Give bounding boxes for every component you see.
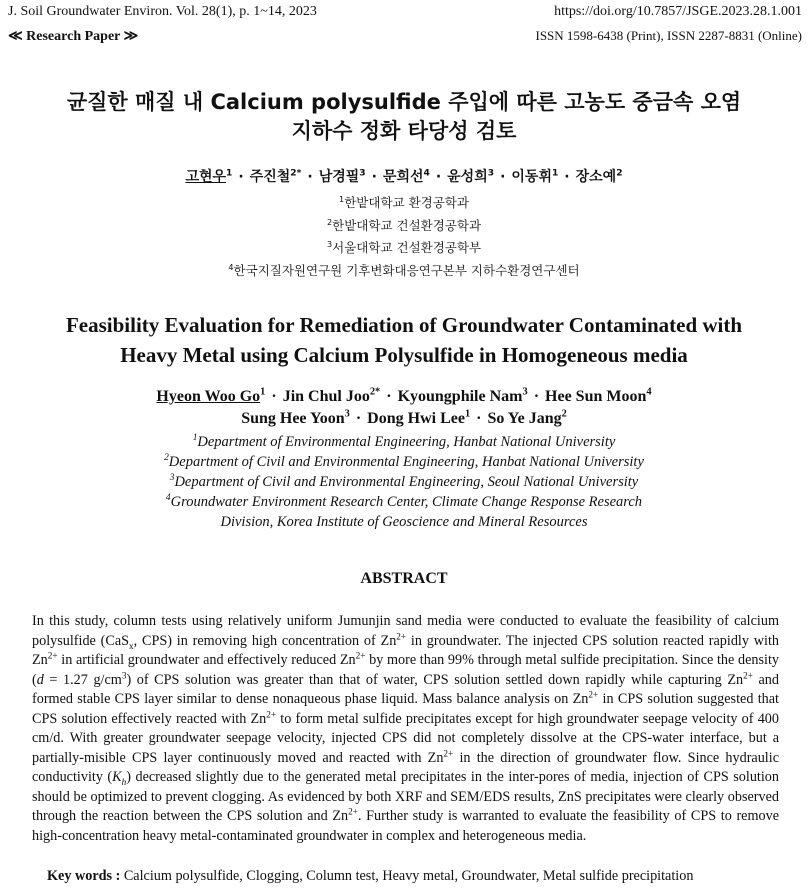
english-title-line: Feasibility Evaluation for Remediation of Groundwater Contaminated with [65,313,743,337]
abstract-text-run: and formed stable CPS layer similar to dense nonaqueous phase liquid. Mass balance analysis on Zn [32,671,779,707]
doi-header [536,4,803,44]
abstract-text-run: by more than 99% through metal sulfide precipitation. Since the density ( [32,652,779,688]
author: 남경필$^3$ [318,168,366,185]
keywords-text: Calcium polysulfide, Clogging, Column test, Heavy metal, Groundwater, Metal sulfide precipitation [123,868,694,884]
author: Jin Chul Joo$^{2*}$ [282,386,381,405]
affiliation: $^3$Department of Civil and Environmental Engineering, Seoul National University [169,473,639,490]
affiliation: $^1$Department of Environmental Engineering, Hanbat National University [192,433,616,450]
journal-header [8,4,317,45]
english-author-list: Hyeon Woo $Go^1$ · Jin Chul Joo$^{2*}$ · Kyoungphile Nam$^3$ · Hee Sun Moon$^4$ Sung Hee Yoon$^3$ · Dong Hwi Lee$^1$ · So Ye Jang$^2$ [156,386,652,427]
author: Dong Hwi Lee$^1$ [367,408,471,427]
author: 문희선$^4$ [382,168,430,185]
issn-line: ISSN 1598-6438 (Print), ISSN 2287-8831 (Online) [535,28,802,43]
korean-affiliations [0,192,808,282]
author: 윤성희$^3$ [447,168,495,185]
abstract-text-run: in the direction of groundwater flow. Since hydraulic conductivity ( [32,749,779,785]
abstract-text-run: 2+ [443,747,454,758]
keywords [47,868,693,885]
author: Hyeon Woo Go$^1$ [156,386,266,405]
author: So Ye Jang$^2$ [487,408,567,427]
abstract-text-run: = 1.27 g/cm [43,671,122,688]
author: Kyoungphile Nam$^3$ [397,386,528,405]
author: 주진철$^{2*}$ [249,168,302,185]
author: Hee Sun Moon$^4$ [545,386,652,405]
affiliation: Division, Korea Institute of Geoscience and Mineral Resources [220,514,588,530]
abstract-text-run: 2+ [588,689,599,700]
korean-title-line: 지하수 정화 타당성 검토 [291,119,517,143]
korean-title-line: 균질한 매질 내 Calcium polysulfide 주입에 따른 고농도 중금속 오염 [66,90,742,114]
doi-link[interactable]: https://doi.org/10.7857/JSGE.2023.28.1.001 [554,4,802,19]
abstract-text-run: K [112,769,122,785]
abstract-text-run: d [36,671,44,688]
affiliation: $^2$한밭대학교 건설환경공학과 [326,216,482,233]
abstract-text-run: 3 [121,669,127,680]
abstract-text-run: 2+ [348,806,358,817]
affiliation: $^4$Groundwater Environment Research Center, Climate Change Response Research [165,493,643,510]
author: 이동휘$^1$ [511,168,559,185]
paper-type: ≪ Research Paper ≫ [8,29,139,44]
abstract-body [32,612,779,846]
korean-title [0,88,808,146]
author: Sung Hee Yoon$^3$ [241,408,350,427]
english-affiliations [0,432,808,532]
affiliation: $^1$한밭대학교 환경공학과 [339,193,469,210]
affiliation: $^2$Department of Civil and Environmental Engineering, Hanbat National University [164,453,644,470]
abstract-text-run: x [129,640,134,651]
abstract-text-run: 2+ [396,630,407,641]
abstract-text-run: to form metal sulfide precipitates except for high groundwater seepage velocity of 400 cm/d. With greater groundwater seepage velocity, injected CPS did not completely dissolve at the CPS-water interface, but a partially-misible CPS layer continuously moved and reacted with Zn [32,710,779,766]
abstract-text-run: In this study, column tests using relatively uniform Jumunjin sand media were conducted to evaluate the feasibility of calcium polysulfide (CaS [32,613,779,649]
affiliation: $^3$서울대학교 건설환경공학부 [326,238,482,255]
author: 장소예$^2$ [575,168,623,185]
abstract-text-run: 2+ [743,669,753,680]
affiliation: $^4$한국지질자원연구원 기후변화대응연구본부 지하수환경연구센터 [228,261,580,278]
keywords-label: Key words : [47,868,121,884]
abstract-text-run: ) decreased slightly due to the generated metal precipitates in the inter-pores of media, injection of CPS solution should be optimized to prevent clogging. As evidenced by both XRF and SEM/EDS results, ZnS precipitates were clearly observed through the reaction between the CPS solution and Zn [32,769,779,824]
english-title [0,310,808,370]
abstract-text-run: 2+ [266,708,277,719]
abstract-text-run: in CPS solution suggested that CPS solution effectively reacted with Zn [32,691,779,727]
abstract-text-run: ) of CPS solution was greater than that of water, CPS solution settled down rapidly while capturing Zn [126,671,744,688]
abstract-text-run: in groundwater. The injected CPS solution reacted rapidly with Zn [32,632,779,668]
abstract-text-run: in artificial groundwater and effectively reduced Zn [57,652,356,668]
abstract-text-run: 2+ [355,650,366,661]
abstract-text-run: 2+ [47,650,58,661]
korean-author-list: 고현우$^1$ · 주진철$^{2*}$ · 남경필$^3$ · 문희선$^4$ · 윤성희$^3$ · 이동휘$^1$ · 장소예$^2$ [185,168,623,185]
abstract-text-run: , CPS) in removing high concentration of Zn [133,632,397,649]
english-title-line: Heavy Metal using Calcium Polysulfide in Homogeneous media [120,343,688,367]
author: 고현우$^1$ [185,168,233,185]
abstract-text-run: h [121,776,127,787]
abstract-text-run: . Further study is warranted to evaluate the feasibility of CPS to remove high-concentration heavy metal-contaminated groundwater in complex and heterogeneous media. [32,808,779,844]
journal-citation: J. Soil Groundwater Environ. Vol. 28(1), p. 1~14, 2023 [8,4,317,19]
abstract-heading: ABSTRACT [360,570,448,587]
